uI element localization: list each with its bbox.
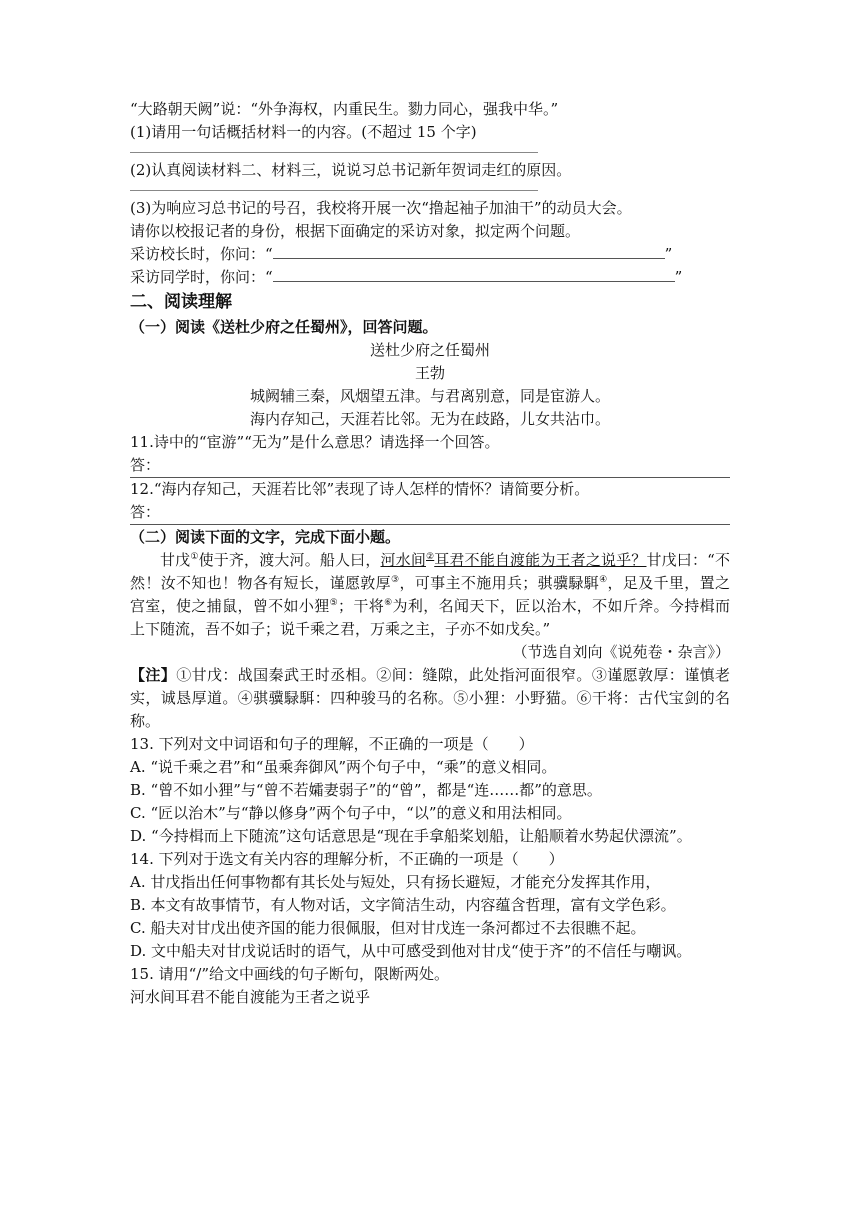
answer-line[interactable]	[130, 454, 730, 478]
interview-principal-blank[interactable]	[273, 246, 665, 259]
part-2-title: （二）阅读下面的文字，完成下面小题。	[130, 528, 401, 546]
interview-principal-label: 采访校长时，你问：“	[130, 245, 273, 263]
question-15: 15. 请用“/”给文中画线的句子断句，限断两处。	[130, 965, 450, 983]
part-1-title: （一）阅读《送杜少府之任蜀州》，回答问题。	[130, 318, 438, 336]
interview-principal	[130, 243, 730, 266]
note-label: 【注】	[130, 666, 177, 684]
question-3-line2: 请你以校报记者的身份，根据下面确定的采访对象，拟定两个问题。	[130, 222, 581, 240]
section-title: 二、阅读理解	[130, 292, 232, 312]
answer-line[interactable]	[130, 182, 538, 191]
sentence-to-punctuate[interactable]: 河水间耳君不能自渡能为王者之说乎	[130, 988, 371, 1006]
interview-student	[130, 266, 730, 289]
answer-label: 答：	[130, 456, 161, 474]
poem-line: 城阙辅三秦，风烟望五津。与君离别意，同是宦游人。	[249, 387, 610, 405]
document-page	[130, 98, 730, 1009]
option-d[interactable]: D. 文中船夫对甘戊说话时的语气，从中可感受到他对甘戊“使于齐”的不信任与嘲讽。	[130, 942, 692, 960]
question-1: (1)请用一句话概括材料一的内容。(不超过 15 个字)	[130, 123, 477, 141]
material-quote: “大路朝天阙”说：“外争海权，内重民生。勠力同心，强我中华。”	[130, 100, 559, 118]
underlined-sentence: 耳君不能自渡能为王者之说乎？	[434, 551, 647, 569]
option-d[interactable]: D. “今持楫而上下随流”这句话意思是“现在手拿船桨划船，让船顺着水势起伏漂流”。	[130, 827, 692, 845]
classical-passage: 甘戊①使于齐，渡大河。船人曰，河水间②耳君不能自渡能为王者之说乎？甘戊曰：“不然！汝不知也！物各有短长，谨愿敦厚③，可事主不施用兵；骐骥騄駬④，足及千里，置之宫室，使之捕鼠，曾不如小狸⑤；干将⑥为利，名闻天下，匠以治木，不如斤斧。今持楫而上下随流，吾不如子；说千乘之君，万乘之主，子亦不如戊矣。”	[130, 551, 730, 638]
question-3-line1: (3)为响应习总书记的号召，我校将开展一次“撸起袖子加油干”的动员大会。	[130, 199, 632, 217]
poem-line: 海内存知己，天涯若比邻。无为在歧路，儿女共沾巾。	[249, 410, 610, 428]
poem-title: 送杜少府之任蜀州	[369, 341, 490, 359]
question-12: 12.“海内存知己，天涯若比邻”表现了诗人怎样的情怀？请简要分析。	[130, 480, 590, 498]
option-a[interactable]: A. 甘戊指出任何事物都有其长处与短处，只有扬长避短，才能充分发挥其作用，	[130, 873, 661, 891]
answer-line[interactable]	[130, 501, 730, 525]
answer-label: 答：	[130, 503, 161, 521]
question-2: (2)认真阅读材料二、材料三，说说习总书记新年贺词走红的原因。	[130, 161, 572, 179]
answer-line[interactable]	[130, 144, 538, 153]
interview-student-label: 采访同学时，你问：“	[130, 268, 273, 286]
note-text: ①甘戊：战国秦武王时丞相。②间：缝隙，此处指河面很窄。③谨愿敦厚：谨慎老实，诚恳厚道。④骐骥騄駬：四种骏马的名称。⑤小狸：小野猫。⑥干将：古代宝剑的名称。	[130, 666, 730, 730]
poem-author: 王勃	[414, 364, 445, 382]
option-c[interactable]: C. “匠以治木”与“静以修身”两个句子中，“以”的意义和用法相同。	[130, 804, 572, 822]
close-quote: ”	[664, 245, 673, 263]
option-b[interactable]: B. 本文有故事情节，有人物对话，文字简洁生动，内容蕴含哲理，富有文学色彩。	[130, 896, 676, 914]
option-a[interactable]: A. “说千乘之君”和“虽乘奔御风”两个句子中，“乘”的意义相同。	[130, 758, 557, 776]
question-13: 13. 下列对文中词语和句子的理解，不正确的一项是（ ）	[130, 735, 534, 753]
question-14: 14. 下列对于选文有关内容的理解分析，不正确的一项是（ ）	[130, 850, 564, 868]
option-c[interactable]: C. 船夫对甘戊出使齐国的能力很佩服，但对甘戊连一条河都过不去很瞧不起。	[130, 919, 646, 937]
question-11: 11.诗中的“宦游”“无为”是什么意思？请选择一个回答。	[130, 433, 500, 451]
interview-student-blank[interactable]	[273, 269, 675, 282]
annotation-note	[130, 664, 730, 733]
passage-source: （节选自刘向《说苑卷・杂言》）	[512, 643, 730, 661]
option-b[interactable]: B. “曾不如小狸”与“曾不若孀妻弱子”的“曾”，都是“连……都”的意思。	[130, 781, 602, 799]
underlined-sentence: 河水间	[380, 551, 426, 569]
close-quote: ”	[674, 268, 683, 286]
